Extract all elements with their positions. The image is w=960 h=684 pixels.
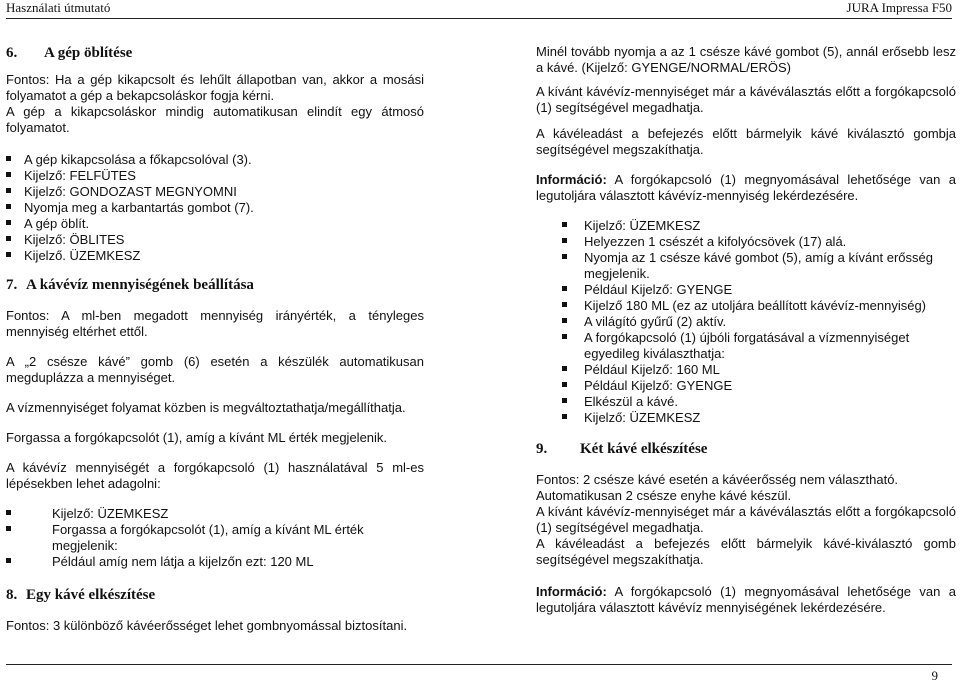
list-item: Kijelző: ÜZEMKESZ	[6, 506, 424, 522]
left-column	[6, 44, 424, 634]
section-6-heading: 6. A gép öblítése	[6, 45, 133, 61]
list-item: Nyomja az 1 csésze kávé gombot (5), amíg a kívánt erősség megjelenik.	[536, 250, 956, 282]
list-item: Kijelző. ÜZEMKESZ	[6, 248, 424, 264]
list-item: Például Kijelző: GYENGE	[536, 282, 956, 298]
list-item: Kijelző: ÖBLITES	[6, 232, 424, 248]
section-7-note: Fontos: A ml-ben megadott mennyiség irányérték, a tényleges mennyiség eltérhet ettől.	[6, 308, 424, 339]
section-6-note: Fontos: Ha a gép kikapcsolt és lehűlt állapotban van, akkor a mosási folyamatot a gép a bekapcsoláskor fogja kérni.	[6, 72, 424, 103]
section-6-steps	[6, 152, 424, 264]
section-7-text-3: Forgassa a forgókapcsolót (1), amíg a kívánt ML érték megjelenik.	[6, 430, 388, 445]
section-7-text-1: A „2 csésze kávé” gomb (6) esetén a készülék automatikusan megduplázza a mennyiséget.	[6, 354, 424, 385]
section-9-text-2: A kívánt kávévíz-mennyiséget már a kávéválasztás előtt a forgókapcsoló (1) segítségével megadhatja.	[536, 504, 956, 535]
page-number: 9	[931, 668, 938, 683]
list-item: Kijelző 180 ML (ez az utoljára beállított kávévíz-mennyiség)	[536, 298, 956, 314]
list-item: Kijelző: ÜZEMKESZ	[536, 218, 956, 234]
list-item: A gép öblít.	[6, 216, 424, 232]
header-right: JURA Impressa F50	[846, 0, 952, 15]
list-item: Kijelző: FELFÜTES	[6, 168, 424, 184]
right-text-2: A kívánt kávévíz-mennyiséget már a kávéválasztás előtt a forgókapcsoló (1) segítségével megadhatja.	[536, 84, 956, 115]
section-9-heading: 9. Két kávé elkészítése	[536, 441, 708, 457]
section-9-note: Fontos: 2 csésze kávé esetén a kávéerősség nem választható.	[536, 472, 899, 487]
list-item: Forgassa a forgókapcsolót (1), amíg a kívánt ML érték megjelenik:	[6, 522, 424, 554]
right-steps	[536, 218, 956, 426]
list-item: Nyomja meg a karbantartás gombot (7).	[6, 200, 424, 216]
list-item: Helyezzen 1 csészét a kifolyócsövek (17) alá.	[536, 234, 956, 250]
section-7-heading: 7. A kávévíz mennyiségének beállítása	[6, 277, 254, 293]
section-9-text-1: Automatikusan 2 csésze enyhe kávé készül.	[536, 488, 792, 503]
section-6-text: A gép a kikapcsoláskor mindig automatikusan elindít egy átmosó folyamatot.	[6, 104, 424, 135]
list-item: Például Kijelző: 160 ML	[536, 362, 956, 378]
section-7-steps	[6, 506, 424, 570]
list-item: Kijelző: GONDOZAST MEGNYOMNI	[6, 184, 424, 200]
section-9-text-3: A kávéleadást a befejezés előtt bármelyik kávé-kiválasztó gomb segítségével megszakíthatja.	[536, 536, 956, 567]
section-8-heading: 8. Egy kávé elkészítése	[6, 587, 156, 603]
list-item: A világító gyűrű (2) aktív.	[536, 314, 956, 330]
section-7-text-2: A vízmennyiséget folyamat közben is megváltoztathatja/megállíthatja.	[6, 400, 406, 415]
header-left: Használati útmutató	[6, 0, 111, 15]
header-rule	[6, 18, 952, 19]
footer-rule	[6, 664, 952, 665]
list-item: Kijelző: ÜZEMKESZ	[536, 410, 956, 426]
right-text-3: A kávéleadást a befejezés előtt bármelyik kávé kiválasztó gombja segítségével megszakíthatja.	[536, 126, 956, 157]
list-item: Elkészül a kávé.	[536, 394, 956, 410]
list-item: A gép kikapcsolása a főkapcsolóval (3).	[6, 152, 424, 168]
list-item: Például Kijelző: GYENGE	[536, 378, 956, 394]
section-8-note: Fontos: 3 különböző kávéerősséget lehet gombnyomással biztosítani.	[6, 618, 408, 633]
section-7-text-4: A kávévíz mennyiségét a forgókapcsoló (1) használatával 5 ml-es lépésekben lehet adagolni:	[6, 460, 424, 491]
list-item: Például amíg nem látja a kijelzőn ezt: 120 ML	[6, 554, 424, 570]
right-column	[536, 44, 956, 616]
list-item: A forgókapcsoló (1) újbóli forgatásával a vízmennyiséget egyedileg kiválaszthatja:	[536, 330, 956, 362]
section-9-info: Információ: A forgókapcsoló (1) megnyomásával lehetősége van a legutoljára választott kávévíz mennyiségének lekérdezésére.	[536, 584, 956, 615]
right-info: Információ: A forgókapcsoló (1) megnyomásával lehetősége van a legutoljára választott kávévíz-mennyiség lekérdezésére.	[536, 172, 956, 203]
right-text-1: Minél tovább nyomja a az 1 csésze kávé gombot (5), annál erősebb lesz a kávé. (Kijelző: GYENGE/NORMAL/ERÖS)	[536, 44, 956, 75]
page-header	[6, 0, 952, 16]
